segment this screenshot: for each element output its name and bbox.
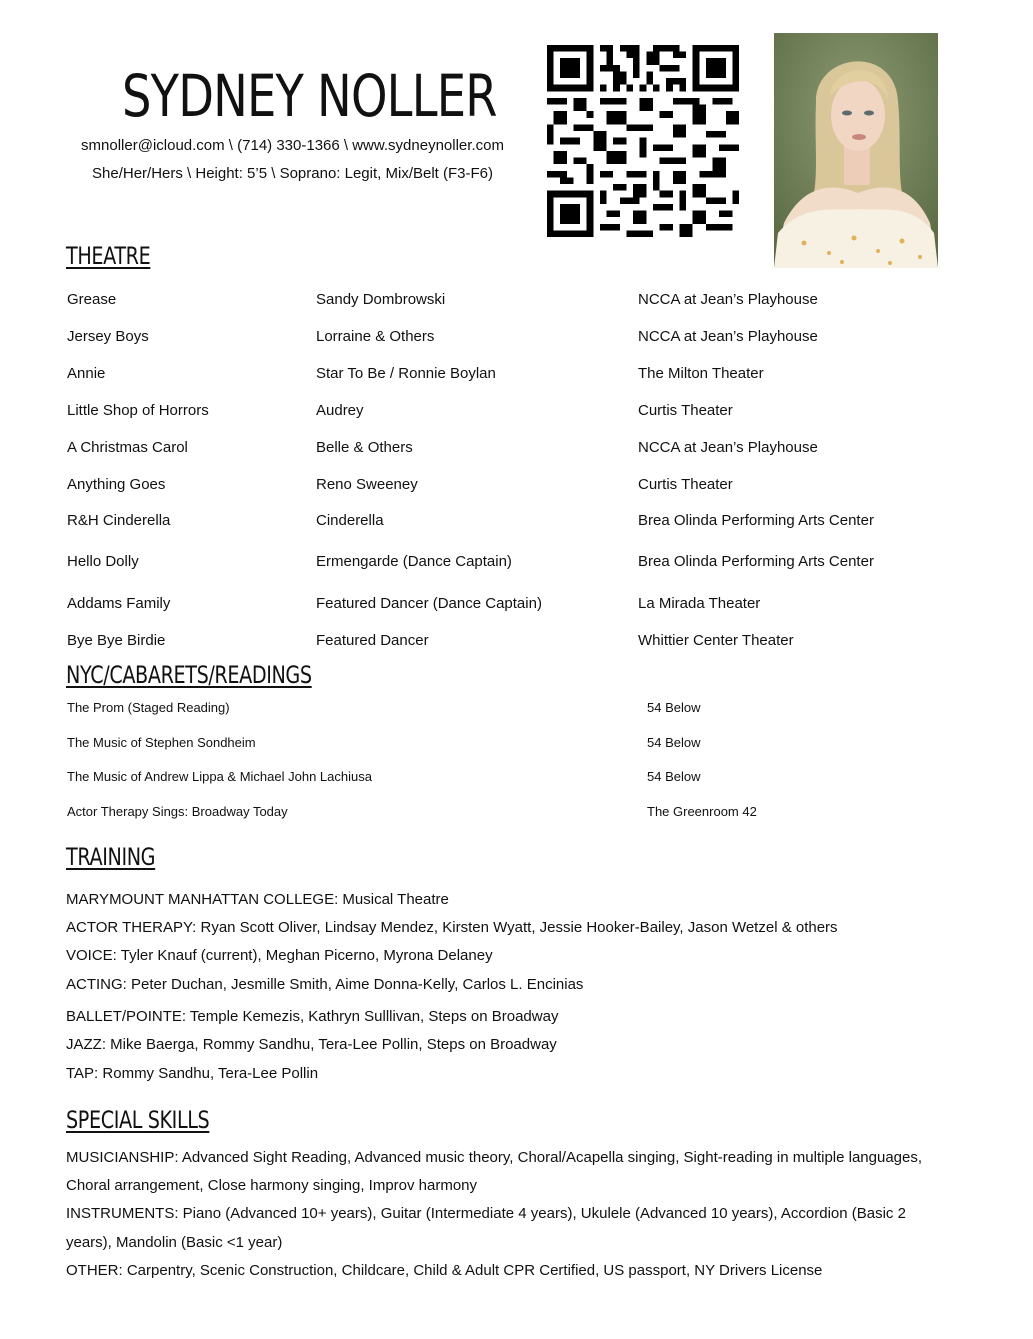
show-title: Grease bbox=[67, 291, 117, 308]
table-row bbox=[0, 365, 1033, 387]
role: Cinderella bbox=[316, 512, 384, 529]
venue: 54 Below bbox=[647, 735, 701, 750]
role: Audrey bbox=[316, 402, 364, 419]
table-row bbox=[0, 291, 1033, 313]
show-title: Jersey Boys bbox=[67, 328, 149, 345]
role: Ermengarde (Dance Captain) bbox=[316, 553, 512, 570]
section-cabarets-title: NYC/CABARETS/READINGS bbox=[66, 661, 312, 689]
venue: NCCA at Jean’s Playhouse bbox=[638, 291, 818, 308]
role: Lorraine & Others bbox=[316, 328, 435, 345]
venue: Brea Olinda Performing Arts Center bbox=[638, 553, 874, 570]
role: Reno Sweeney bbox=[316, 476, 418, 493]
skills-line: INSTRUMENTS: Piano (Advanced 10+ years), Guitar (Intermediate 4 years), Ukulele (Advanced 10 years), Accordion (Basic 2 bbox=[66, 1205, 906, 1222]
role: Belle & Others bbox=[316, 439, 413, 456]
table-row bbox=[0, 553, 1033, 575]
training-line: BALLET/POINTE: Temple Kemezis, Kathryn Sulllivan, Steps on Broadway bbox=[66, 1008, 559, 1025]
role: Featured Dancer (Dance Captain) bbox=[316, 595, 542, 612]
role: Sandy Dombrowski bbox=[316, 291, 446, 308]
headshot-photo bbox=[774, 33, 938, 268]
skills-line: OTHER: Carpentry, Scenic Construction, Childcare, Child & Adult CPR Certified, US passport, NY Drivers License bbox=[66, 1262, 823, 1279]
venue: The Greenroom 42 bbox=[647, 804, 757, 819]
venue: Whittier Center Theater bbox=[638, 632, 794, 649]
training-line: VOICE: Tyler Knauf (current), Meghan Picerno, Myrona Delaney bbox=[66, 947, 493, 964]
venue: Curtis Theater bbox=[638, 402, 733, 419]
show-title: Actor Therapy Sings: Broadway Today bbox=[67, 804, 288, 819]
venue: Brea Olinda Performing Arts Center bbox=[638, 512, 874, 529]
table-row bbox=[0, 402, 1033, 424]
show-title: Annie bbox=[67, 365, 106, 382]
training-line: ACTING: Peter Duchan, Jesmille Smith, Aime Donna-Kelly, Carlos L. Encinias bbox=[66, 976, 584, 993]
venue: NCCA at Jean’s Playhouse bbox=[638, 328, 818, 345]
venue: The Milton Theater bbox=[638, 365, 764, 382]
table-row bbox=[0, 476, 1033, 498]
table-row bbox=[0, 439, 1033, 461]
table-row bbox=[0, 632, 1033, 654]
table-row bbox=[0, 512, 1033, 534]
show-title: Anything Goes bbox=[67, 476, 166, 493]
show-title: Bye Bye Birdie bbox=[67, 632, 166, 649]
show-title: The Music of Stephen Sondheim bbox=[67, 735, 256, 750]
venue: 54 Below bbox=[647, 769, 701, 784]
skills-line: MUSICIANSHIP: Advanced Sight Reading, Advanced music theory, Choral/Acapella singing, Sight-reading in multiple languages, bbox=[66, 1149, 923, 1166]
skills-line: Choral arrangement, Close harmony singing, Improv harmony bbox=[66, 1177, 478, 1194]
qr-code[interactable] bbox=[547, 45, 739, 237]
section-training-title: TRAINING bbox=[66, 843, 156, 871]
skills-line: years), Mandolin (Basic <1 year) bbox=[66, 1234, 283, 1251]
training-line: TAP: Rommy Sandhu, Tera-Lee Pollin bbox=[66, 1065, 319, 1082]
venue: NCCA at Jean’s Playhouse bbox=[638, 439, 818, 456]
training-line: ACTOR THERAPY: Ryan Scott Oliver, Lindsay Mendez, Kirsten Wyatt, Jessie Hooker-Bailey, Jason Wetzel & others bbox=[66, 919, 838, 936]
section-theatre-title: THEATRE bbox=[66, 242, 151, 270]
venue: Curtis Theater bbox=[638, 476, 733, 493]
performer-name: SYDNEY NOLLER bbox=[122, 62, 497, 130]
show-title: Hello Dolly bbox=[67, 553, 139, 570]
show-title: The Prom (Staged Reading) bbox=[67, 700, 230, 715]
venue: La Mirada Theater bbox=[638, 595, 761, 612]
table-row bbox=[0, 328, 1033, 350]
role: Featured Dancer bbox=[316, 632, 429, 649]
contact-line: smnoller@icloud.com \ (714) 330-1366 \ www.sydneynoller.com bbox=[81, 137, 504, 154]
role: Star To Be / Ronnie Boylan bbox=[316, 365, 496, 382]
show-title: Little Shop of Horrors bbox=[67, 402, 209, 419]
show-title: The Music of Andrew Lippa & Michael John Lachiusa bbox=[67, 769, 372, 784]
training-line: JAZZ: Mike Baerga, Rommy Sandhu, Tera-Lee Pollin, Steps on Broadway bbox=[66, 1036, 557, 1053]
section-skills-title: SPECIAL SKILLS bbox=[66, 1106, 210, 1134]
show-title: A Christmas Carol bbox=[67, 439, 188, 456]
venue: 54 Below bbox=[647, 700, 701, 715]
show-title: R&H Cinderella bbox=[67, 512, 171, 529]
table-row bbox=[0, 595, 1033, 617]
training-line: MARYMOUNT MANHATTAN COLLEGE: Musical Theatre bbox=[66, 891, 449, 908]
stats-line: She/Her/Hers \ Height: 5’5 \ Soprano: Legit, Mix/Belt (F3-F6) bbox=[92, 165, 493, 182]
show-title: Addams Family bbox=[67, 595, 171, 612]
